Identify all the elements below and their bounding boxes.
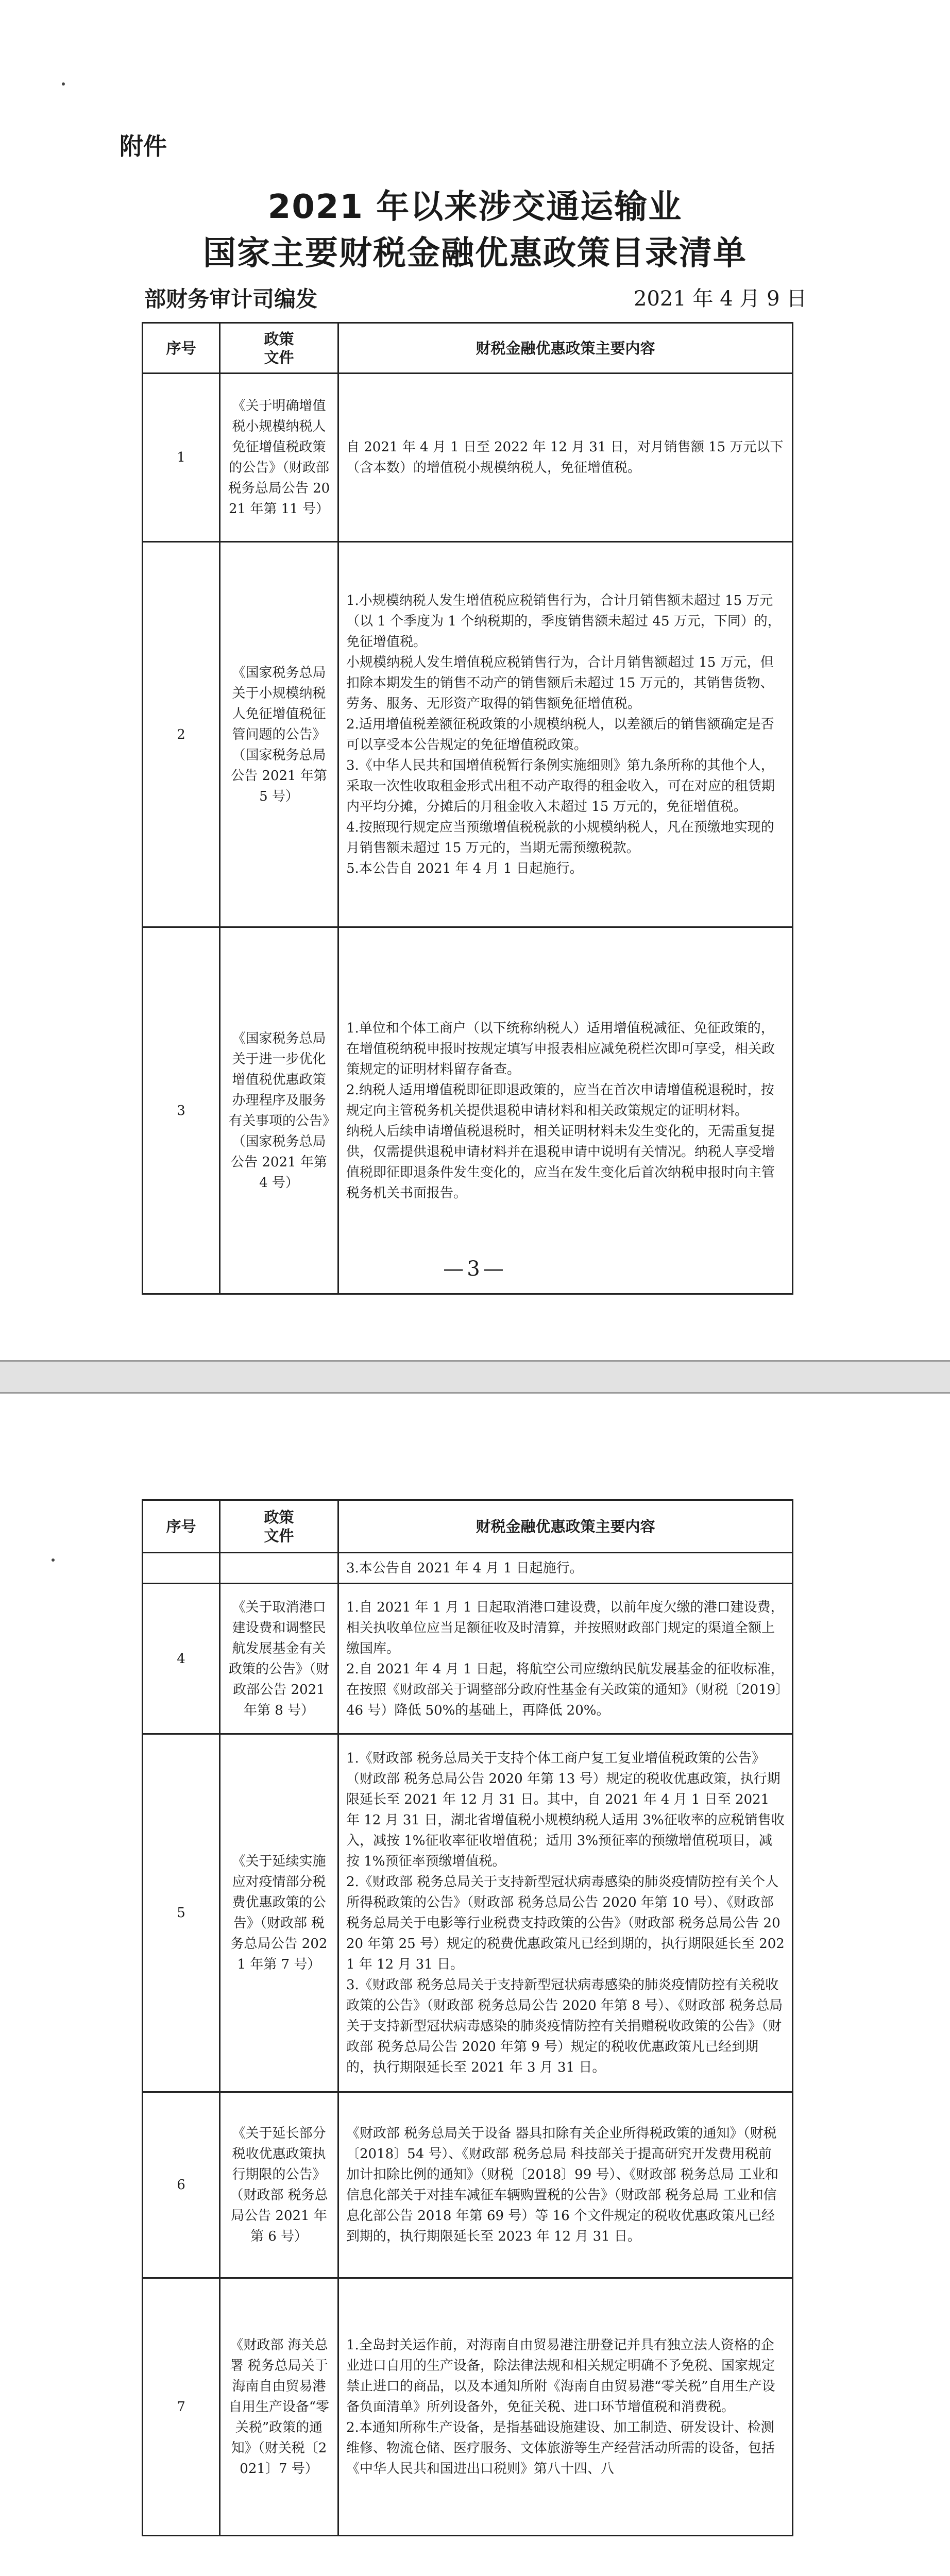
table-row [143,1584,793,1734]
table-row [143,2278,793,2536]
row-number [143,1553,220,1584]
row-number: 4 [143,1584,220,1734]
document-title-line1: 2021 年以来涉交通运输业 [267,188,683,226]
policy-content: 1.自 2021 年 1 月 1 日起取消港口建设费，以前年度欠缴的港口建设费，相关执收单位应当足额征收及时清算，并按照财政部门规定的渠道全额上缴国库。 2.自 2021 年 4 月 1 日起，将航空公司应缴纳民航发展基金的征收标准，在按照《财政部关于调整部分政府性基金有关政策的通知》（财税〔2019〕46 号）降低 50%的基础上，再降低 20%。 [338,1584,793,1734]
row-number: 3 [143,927,220,1294]
policy-content: 3.本公告自 2021 年 4 月 1 日起施行。 [338,1553,793,1584]
issuing-department: 部财务审计司编发 [144,286,318,312]
table-header-row [143,1500,793,1553]
header-content: 财税金融优惠政策主要内容 [338,1500,793,1553]
header-doc: 政策 文件 [220,1500,338,1553]
attachment-label: 附件 [120,132,167,160]
policy-document [220,1553,338,1584]
row-number: 2 [143,542,220,927]
row-number: 6 [143,2092,220,2278]
policy-document: 《关于延长部分税收优惠政策执行期限的公告》（财政部 税务总局公告 2021 年第 6 号） [220,2092,338,2278]
table-row [143,2092,793,2278]
row-number: 5 [143,1734,220,2092]
policy-document: 《财政部 海关总署 税务总局关于海南自由贸易港自用生产设备“零关税”政策的通知》（财关税〔2021〕7 号） [220,2278,338,2536]
policy-content: 自 2021 年 4 月 1 日至 2022 年 12 月 31 日，对月销售额 15 万元以下（含本数）的增值税小规模纳税人，免征增值税。 [338,374,793,542]
policy-document: 《关于明确增值税小规模纳税人免征增值税政策的公告》（财政部 税务总局公告 2021 年第 11 号） [220,374,338,542]
policy-table [142,322,793,1295]
table-row [143,374,793,542]
table-row [143,542,793,927]
row-number: 1 [143,374,220,542]
page-separator [0,1360,950,1394]
header-doc: 政策 文件 [220,323,338,374]
table-row [143,1734,793,2092]
row-number: 7 [143,2278,220,2536]
issue-date: 2021 年 4 月 9 日 [634,287,807,311]
policy-content: 《财政部 税务总局关于设备 器具扣除有关企业所得税政策的通知》（财税〔2018〕54 号）、《财政部 税务总局 科技部关于提高研究开发费用税前加计扣除比例的通知》（财税〔2018〕99 号）、《财政部 税务总局 工业和信息化部关于对挂车减征车辆购置税的公告》（财政部 税务总局 工业和信息化部公告 2018 年第 69 号）等 16 个文件规定的税收优惠政策凡已经到期的，执行期限延长至 2023 年 12 月 31 日。 [338,2092,793,2278]
page-number: —3— [443,1257,507,1281]
scan-speck [52,1558,55,1562]
header-no: 序号 [143,323,220,374]
policy-document: 《关于延续实施应对疫情部分税费优惠政策的公告》（财政部 税务总局公告 2021 年第 7 号） [220,1734,338,2092]
policy-document: 《国家税务总局关于小规模纳税人免征增值税征管问题的公告》（国家税务总局公告 2021 年第 5 号） [220,542,338,927]
policy-document: 《国家税务总局关于进一步优化增值税优惠政策办理程序及服务有关事项的公告》（国家税务总局公告 2021 年第 4 号） [220,927,338,1294]
policy-content: 1.全岛封关运作前，对海南自由贸易港注册登记并具有独立法人资格的企业进口自用的生产设备，除法律法规和相关规定明确不予免税、国家规定禁止进口的商品，以及本通知所附《海南自由贸易港“零关税”自用生产设备负面清单》所列设备外，免征关税、进口环节增值税和消费税。 2.本通知所称生产设备，是指基础设施建设、加工制造、研发设计、检测维修、物流仓储、医疗服务、文体旅游等生产经营活动所需的设备，包括《中华人民共和国进出口税则》第八十四、八 [338,2278,793,2536]
document-page-4 [0,1394,950,2576]
table-row-continued [143,1553,793,1584]
table-row [143,927,793,1294]
header-content: 财税金融优惠政策主要内容 [338,323,793,374]
table-header-row [143,323,793,374]
policy-content: 1.《财政部 税务总局关于支持个体工商户复工复业增值税政策的公告》（财政部 税务总局公告 2020 年第 13 号）规定的税收优惠政策，执行期限延长至 2021 年 12 月 31 日。其中，自 2021 年 4 月 1 日至 2021 年 12 月 31 日，湖北省增值税小规模纳税人适用 3%征收率的应税销售收入，减按 1%征收率征收增值税；适用 3%预征率的预缴增值税项目，减按 1%预征率预缴增值税。 2.《财政部 税务总局关于支持新型冠状病毒感染的肺炎疫情防控有关个人所得税政策的公告》（财政部 税务总局公告 2020 年第 10 号）、《财政部 税务总局关于电影等行业税费支持政策的公告》（财政部 税务总局公告 2020 年第 25 号）规定的税费优惠政策凡已经到期的，执行期限延长至 2021 年 12 月 31 日。 3.《财政部 税务总局关于支持新型冠状病毒感染的肺炎疫情防控有关税收政策的公告》（财政部 税务总局公告 2020 年第 8 号）、《财政部 税务总局关于支持新型冠状病毒感染的肺炎疫情防控有关捐赠税收政策的公告》（财政部 税务总局公告 2020 年第 9 号）规定的税收优惠政策凡已经到期的，执行期限延长至 2021 年 3 月 31 日。 [338,1734,793,2092]
header-no: 序号 [143,1500,220,1553]
scan-speck [62,82,65,86]
policy-document: 《关于取消港口建设费和调整民航发展基金有关政策的公告》（财政部公告 2021 年第 8 号） [220,1584,338,1734]
policy-table-continued [142,1499,793,2536]
document-title-line2: 国家主要财税金融优惠政策目录清单 [203,234,747,273]
policy-content: 1.单位和个体工商户（以下统称纳税人）适用增值税减征、免征政策的，在增值税纳税申报时按规定填写申报表相应减免税栏次即可享受，相关政策规定的证明材料留存备查。 2.纳税人适用增值税即征即退政策的，应当在首次申请增值税退税时，按规定向主管税务机关提供退税申请材料和相关政策规定的证明材料。 纳税人后续申请增值税退税时，相关证明材料未发生变化的，无需重复提供，仅需提供退税申请材料并在退税申请中说明有关情况。纳税人享受增值税即征即退条件发生变化的，应当在发生变化后首次纳税申报时向主管税务机关书面报告。 [338,927,793,1294]
policy-content: 1.小规模纳税人发生增值税应税销售行为，合计月销售额未超过 15 万元（以 1 个季度为 1 个纳税期的，季度销售额未超过 45 万元，下同）的，免征增值税。 小规模纳税人发生增值税应税销售行为，合计月销售额超过 15 万元，但扣除本期发生的销售不动产的销售额后未超过 15 万元的，其销售货物、劳务、服务、无形资产取得的销售额免征增值税。 2.适用增值税差额征税政策的小规模纳税人，以差额后的销售额确定是否可以享受本公告规定的免征增值税政策。 3.《中华人民共和国增值税暂行条例实施细则》第九条所称的其他个人，采取一次性收取租金形式出租不动产取得的租金收入，可在对应的租赁期内平均分摊，分摊后的月租金收入未超过 15 万元的，免征增值税。 4.按照现行规定应当预缴增值税税款的小规模纳税人，凡在预缴地实现的月销售额未超过 15 万元的，当期无需预缴税款。 5.本公告自 2021 年 4 月 1 日起施行。 [338,542,793,927]
